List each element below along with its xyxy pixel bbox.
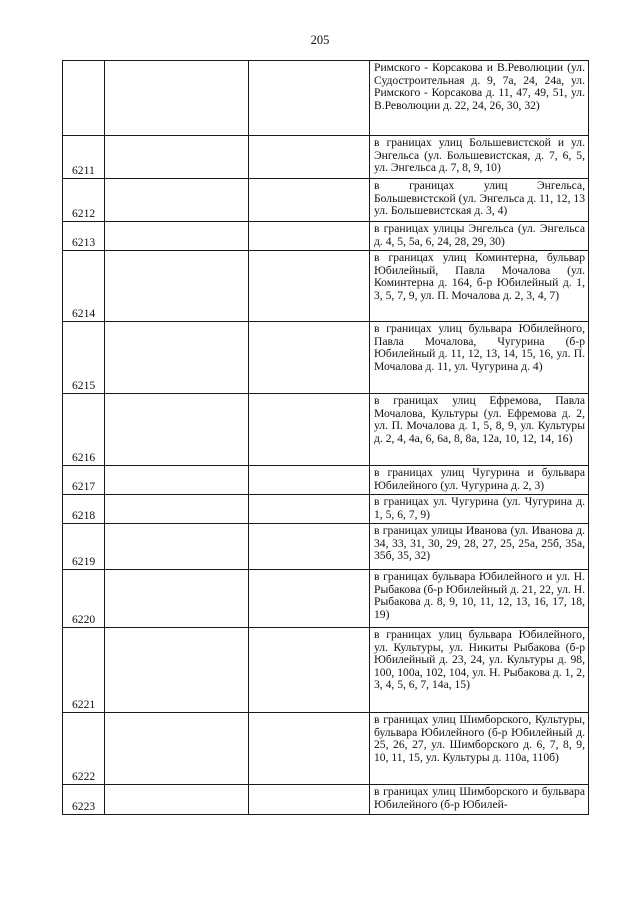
district-boundaries: в границах улиц бульвара Юбилейного, ул. Культуры, ул. Никиты Рыбакова (б-р Юбилейный д. 23, 24, ул. Культуры д. 98, 100, 100а, 102, 104, ул. Н. Рыбакова д. 1, 2, 3, 4, 5, 6, 7, 14а, 15) (370, 628, 589, 713)
empty-cell (105, 136, 249, 179)
district-number: 6217 (63, 466, 105, 495)
table-row (63, 466, 589, 495)
district-boundaries: в границах улиц Большевистской и ул. Энгельса (ул. Большевистская, д. 7, 6, 5, ул. Энгельса д. 7, 8, 9, 10) (370, 136, 589, 179)
empty-cell (249, 179, 370, 222)
district-boundaries: в границах улиц бульвара Юбилейного, Павла Мочалова, Чугурина (б-р Юбилейный д. 11, 12, 13, 14, 15, 16, ул. П. Мочалова д. 11, ул. Чугурина д. 4) (370, 322, 589, 394)
empty-cell (105, 785, 249, 815)
empty-cell (249, 222, 370, 251)
empty-cell (249, 570, 370, 628)
empty-cell (249, 713, 370, 785)
district-number: 6214 (63, 251, 105, 322)
table-row (63, 524, 589, 570)
empty-cell (105, 570, 249, 628)
empty-cell (105, 495, 249, 524)
district-boundaries: в границах улицы Иванова (ул. Иванова д. 34, 33, 31, 30, 29, 28, 27, 25, 25а, 25б, 35а, 35б, 35, 32) (370, 524, 589, 570)
district-number: 6223 (63, 785, 105, 815)
district-boundaries: в границах улицы Энгельса (ул. Энгельса д. 4, 5, 5а, 6, 24, 28, 29, 30) (370, 222, 589, 251)
table-row (63, 785, 589, 815)
table-row (63, 322, 589, 394)
empty-cell (249, 394, 370, 466)
district-boundaries: в границах бульвара Юбилейного и ул. Н. Рыбакова (б-р Юбилейный д. 21, 22, ул. Н. Рыбакова д. 8, 9, 10, 11, 12, 13, 16, 17, 18, 19) (370, 570, 589, 628)
district-number: 6216 (63, 394, 105, 466)
district-boundaries: в границах ул. Чугурина (ул. Чугурина д. 1, 5, 6, 7, 9) (370, 495, 589, 524)
district-number: 6222 (63, 713, 105, 785)
district-boundaries: в границах улиц Ефремова, Павла Мочалова, Культуры (ул. Ефремова д. 2, ул. П. Мочалова д. 1, 5, 8, 9, ул. Культуры д. 2, 4, 4а, 6, 6а, 8, 8а, 12а, 10, 12, 14, 16) (370, 394, 589, 466)
empty-cell (249, 61, 370, 136)
table-row (63, 570, 589, 628)
district-number: 6218 (63, 495, 105, 524)
empty-cell (105, 251, 249, 322)
empty-cell (249, 785, 370, 815)
empty-cell (249, 628, 370, 713)
district-boundaries: в границах улиц Чугурина и бульвара Юбилейного (ул. Чугурина д. 2, 3) (370, 466, 589, 495)
table-row (63, 713, 589, 785)
table-row (63, 222, 589, 251)
district-number: 6220 (63, 570, 105, 628)
district-boundaries: в границах улиц Шимборского, Культуры, бульвара Юбилейного (б-р Юбилейный д. 25, 26, 27, ул. Шимборского д. 6, 7, 8, 9, 10, 11, 15, ул. Культуры д. 110а, 110б) (370, 713, 589, 785)
table-row (63, 394, 589, 466)
empty-cell (105, 61, 249, 136)
empty-cell (105, 179, 249, 222)
table-row (63, 495, 589, 524)
district-number: 6221 (63, 628, 105, 713)
empty-cell (105, 322, 249, 394)
table-row (63, 136, 589, 179)
empty-cell (249, 495, 370, 524)
district-boundaries: Римского - Корсакова и В.Революции (ул. Судостроительная д. 9, 7а, 24, 24а, ул. Римского - Корсакова д. 11, 47, 49, 51, ул. В.Революции д. 22, 24, 26, 30, 32) (370, 61, 589, 136)
empty-cell (249, 524, 370, 570)
empty-cell (105, 628, 249, 713)
district-boundaries: в границах улиц Энгельса, Большевистской (ул. Энгельса д. 11, 12, 13 ул. Большевистская д. 3, 4) (370, 179, 589, 222)
empty-cell (249, 466, 370, 495)
empty-cell (249, 136, 370, 179)
district-number: 6215 (63, 322, 105, 394)
district-number: 6212 (63, 179, 105, 222)
table-row (63, 61, 589, 136)
district-number: 6211 (63, 136, 105, 179)
polling-districts-table (62, 60, 589, 815)
empty-cell (105, 394, 249, 466)
district-boundaries: в границах улиц Коминтерна, бульвар Юбилейный, Павла Мочалова (ул. Коминтерна д. 164, б-р Юбилейный д. 1, 3, 5, 7, 9, ул. П. Мочалова д. 2, 3, 4, 7) (370, 251, 589, 322)
empty-cell (105, 524, 249, 570)
page-number: 205 (310, 33, 330, 47)
district-number: 6219 (63, 524, 105, 570)
empty-cell (249, 251, 370, 322)
empty-cell (105, 713, 249, 785)
district-boundaries: в границах улиц Шимборского и бульвара Юбилейного (б-р Юбилей- (370, 785, 589, 815)
table-row (63, 628, 589, 713)
district-number (63, 61, 105, 136)
table-row (63, 251, 589, 322)
district-number: 6213 (63, 222, 105, 251)
empty-cell (249, 322, 370, 394)
empty-cell (105, 466, 249, 495)
table-row (63, 179, 589, 222)
empty-cell (105, 222, 249, 251)
